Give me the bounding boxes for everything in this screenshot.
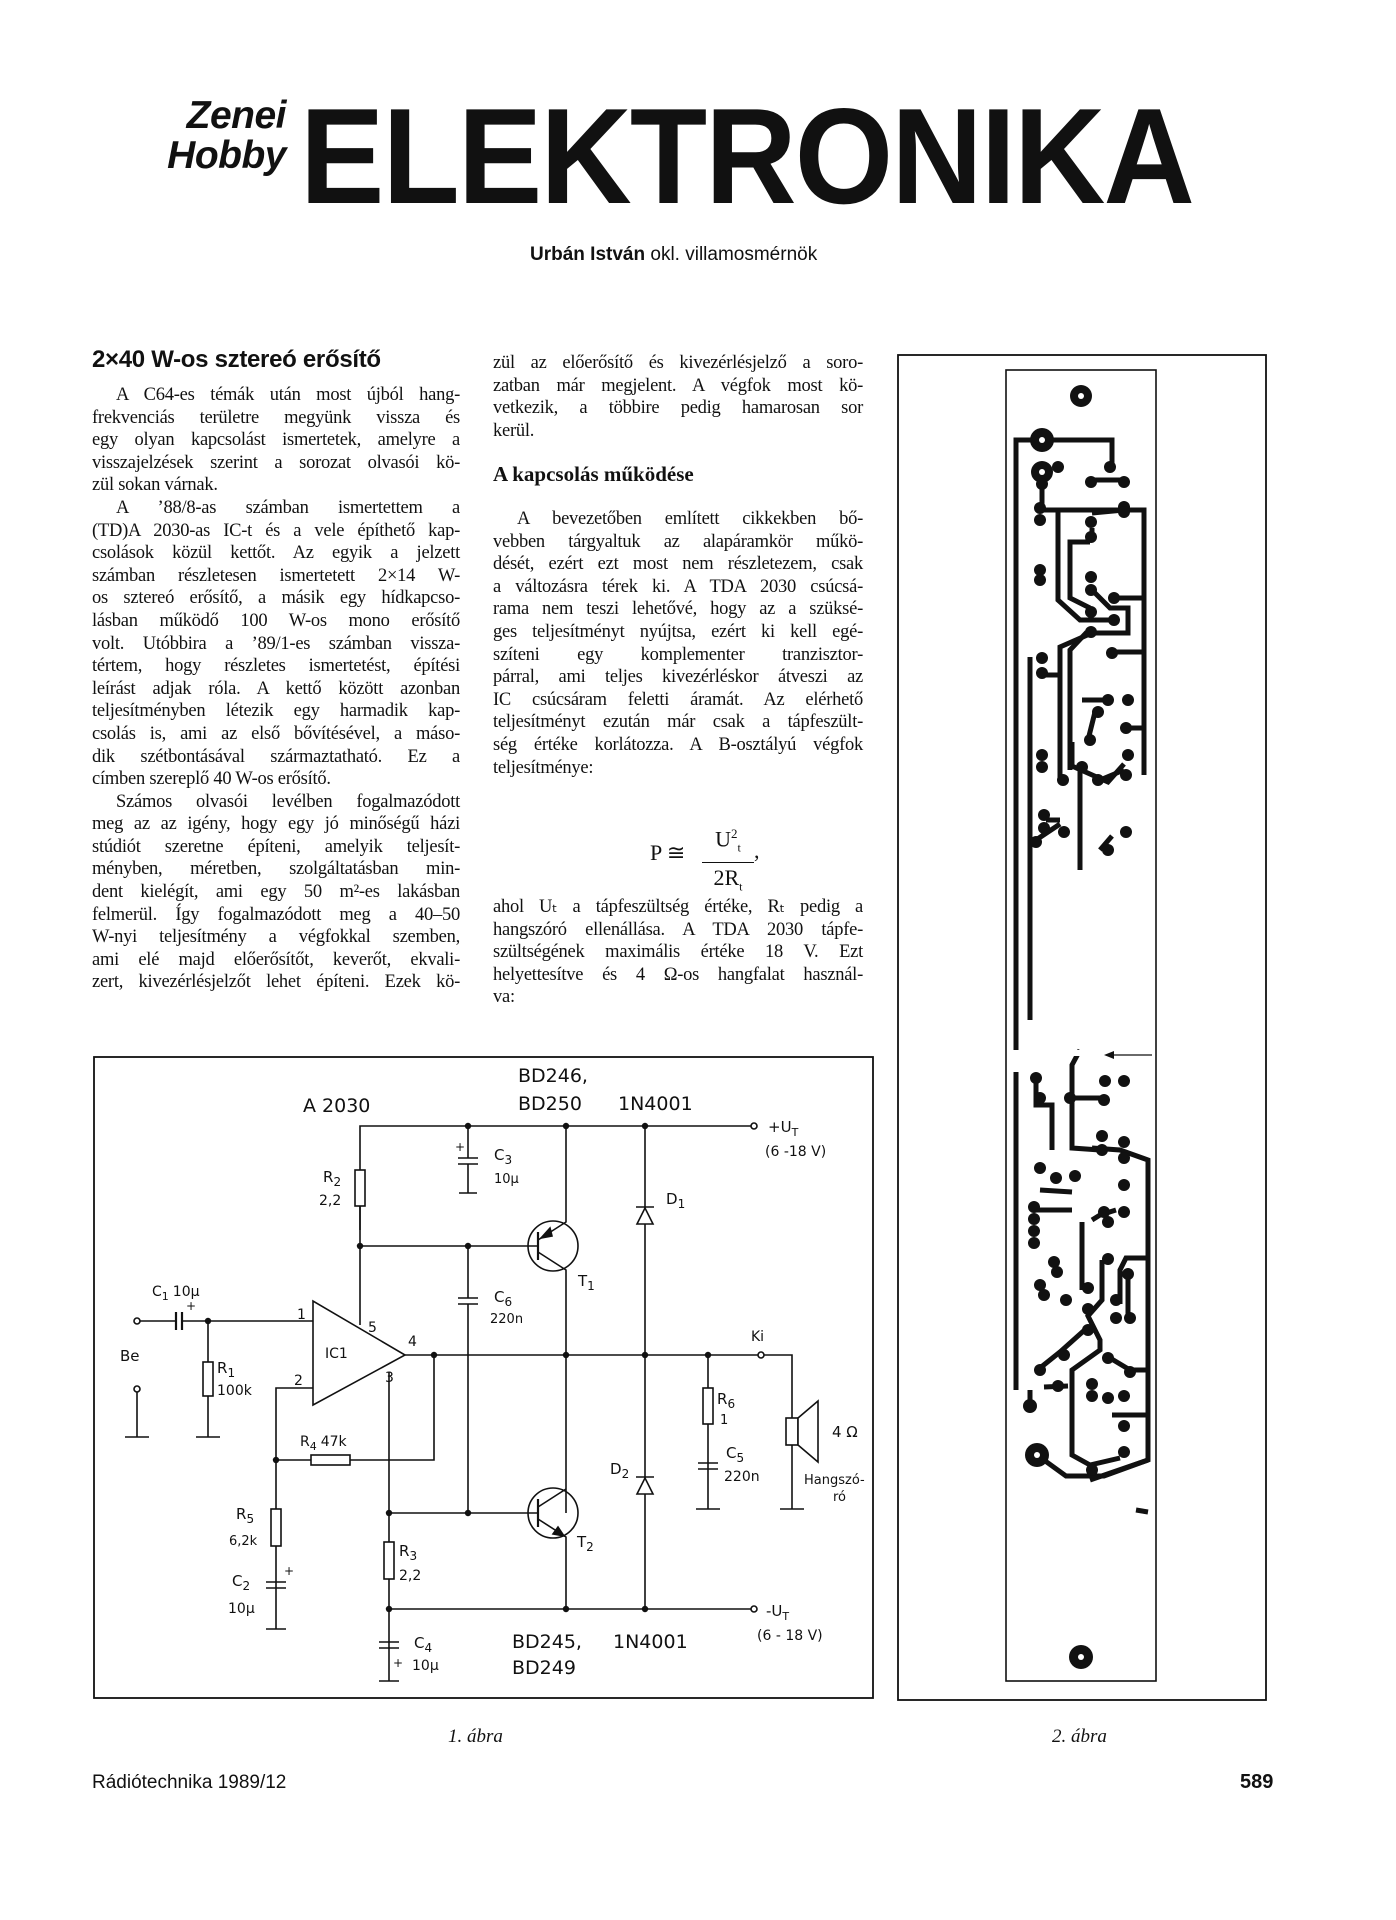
text-line: hangszóró ellenállása. A TDA 2030 tápfe- (493, 919, 863, 940)
label-c1-plus: + (186, 1299, 197, 1313)
num-sup: 2 (731, 826, 738, 841)
text-line: csolás is, ami az első bővítésével, a máso- (92, 723, 460, 744)
r3-resistor (384, 1542, 394, 1579)
speaker-icon (786, 1418, 798, 1445)
author-title: okl. villamosmérnök (650, 244, 818, 265)
label-c6-value: 220n (490, 1312, 524, 1327)
label-r6-value: 1 (720, 1413, 729, 1428)
text-line: W-nyi teljesítmény a végfokkal szemben, (92, 927, 460, 948)
pcb-board-outline (1006, 370, 1156, 1681)
label-r2: $R_2$ (323, 1168, 342, 1189)
r1-resistor (203, 1362, 213, 1396)
text-line: szíteni egy komplementer tranzisztor- (493, 644, 863, 665)
text-line: va: (493, 987, 515, 1008)
num-sub: t (737, 840, 741, 855)
text-line: helyettesítve és 4 Ω-os hangfalat használ- (493, 964, 863, 985)
input-ground-terminal (134, 1386, 140, 1392)
label-ic-type: A 2030 (303, 1095, 371, 1117)
text-line: számban részletesen ismertetett 2×14 W- (92, 565, 460, 586)
label-pin3: 3 (385, 1370, 394, 1386)
figure-1-caption: 1. ábra (448, 1726, 503, 1747)
text-line: (TD)A 2030-as IC-t és a vele építhető kap- (92, 520, 460, 541)
r6-resistor (703, 1388, 713, 1424)
pcb-traces (1016, 440, 1148, 1512)
label-c6: $C_6$ (494, 1288, 513, 1309)
text-line: Számos olvasói levélben fogalmazódott (116, 791, 460, 812)
series-line-1: Zenei (186, 94, 286, 137)
label-t2-type-1: BD245, (512, 1631, 582, 1653)
label-d1: $D_1$ (666, 1190, 686, 1211)
text-line: teljesítményt ezután már csak a tápfeszült- (493, 712, 863, 733)
text-line: ményben, méretben, szolgáltatásban min- (92, 859, 460, 880)
text-line: vebben tárgyaltuk az alapáramkör műkö- (493, 531, 863, 552)
text-line: a változásra térek ki. A TDA 2030 csúcsá- (493, 576, 863, 597)
label-c3-value: 10µ (494, 1172, 519, 1187)
den-sub: t (739, 879, 743, 894)
label-r5-value: 6,2k (229, 1534, 258, 1549)
text-line: IC csúcsáram feletti áramát. Az elérhető (493, 689, 863, 710)
input-terminal (134, 1318, 140, 1324)
label-speaker-impedance: 4 Ω (832, 1423, 858, 1441)
label-r3: $R_3$ (399, 1542, 418, 1563)
label-c2-value: 10µ (228, 1601, 255, 1617)
num-base: U (715, 826, 732, 852)
r2-resistor (355, 1170, 365, 1206)
label-c3-plus: + (455, 1140, 466, 1154)
text-line: felmerül. Így fogalmazódott meg a 40–50 (92, 904, 460, 925)
text-line: zül sokan várnak. (92, 475, 218, 496)
label-c4: $C_4$ (414, 1634, 433, 1655)
pos-supply-terminal (751, 1123, 757, 1129)
text-line: os sztereó erősítő, a másik egy hídkapcso- (92, 588, 460, 609)
text-line: szültségének maximális értéke 18 V. Ezt (493, 942, 863, 963)
text-line: A bevezetőben említett cikkekben bő- (517, 509, 863, 529)
r4-resistor (311, 1455, 350, 1465)
text-line: stúdiót szeretne építeni, amelyik teljesít- (92, 836, 460, 857)
text-line: zert, kivezérlésjelzőt lehet építeni. Ezek kö- (92, 972, 460, 993)
text-line: zatban már megjelent. A végfok most kö- (493, 375, 863, 396)
label-ic1: IC1 (325, 1346, 348, 1362)
text-line: vetkezik, a többire pedig hamarosan sor (493, 398, 863, 419)
journal-issue: Rádiótechnika 1989/12 (92, 1772, 287, 1793)
label-pos-supply: $+U_T$ (768, 1118, 799, 1139)
den-base: 2R (713, 864, 740, 890)
text-line: dését, ezért ezt most nem részletezem, csak (493, 554, 863, 575)
label-r1: $R_1$ (217, 1359, 236, 1380)
top-rail (360, 1126, 751, 1230)
label-neg-supply: $-U_T$ (766, 1602, 790, 1623)
label-pin4: 4 (408, 1334, 417, 1350)
label-r3-value: 2,2 (399, 1568, 422, 1584)
label-c5-value: 220n (724, 1469, 760, 1485)
label-output: Ki (751, 1329, 765, 1345)
label-d2: $D_2$ (610, 1460, 630, 1481)
text-line: ség értéke korlátozza. A B-osztályú végfok (493, 734, 863, 755)
label-r4: $R_4$ 47k (300, 1434, 347, 1453)
text-line: visszajelzések szerint a sorozat olvasói kö- (92, 452, 460, 473)
figure-2-caption: 2. ábra (1052, 1726, 1107, 1747)
label-c4-value: 10µ (412, 1658, 439, 1674)
text-line: kerül. (493, 420, 535, 441)
label-r2-value: 2,2 (319, 1193, 342, 1209)
label-pin5: 5 (368, 1320, 377, 1336)
formula-comma: , (754, 838, 760, 863)
text-line: ges teljesítményt nyújtsa, ezért ki kell egé- (493, 621, 863, 642)
subheading: A kapcsolás működése (493, 462, 694, 486)
formula-lhs: P ≅ (650, 840, 686, 865)
pcb-arrow-icon (1104, 1051, 1114, 1059)
text-line: csolások közül kettőt. Az egyik a jelzett (92, 543, 460, 564)
author-name: Urbán István (530, 244, 646, 265)
pcb-frame (898, 355, 1266, 1700)
page-number: 589 (1240, 1771, 1274, 1793)
d1-diode (637, 1208, 653, 1224)
text-line: volt. Utóbbira a ’89/1-es számban vissza- (92, 633, 460, 654)
label-t2-type-2: BD249 (512, 1657, 576, 1679)
label-pin2: 2 (294, 1373, 303, 1389)
text-line: frekvenciás területre megyünk vissza és (92, 407, 460, 428)
label-r6: $R_6$ (717, 1390, 736, 1411)
text-line: ami elé majd előerősítőt, keverőt, ekvali- (92, 949, 460, 970)
text-line: tértem, hogy részletes ismertetést, építési (92, 656, 460, 677)
label-speaker-2: ró (833, 1490, 847, 1505)
neg-supply-terminal (751, 1606, 757, 1612)
text-line: egy olyan kapcsolást ismertetek, amelyre a (92, 430, 460, 451)
article-heading: 2×40 W-os sztereó erősítő (92, 346, 381, 373)
schematic (94, 1057, 873, 1698)
label-pin1: 1 (297, 1307, 306, 1323)
text-line: zül az előerősítő és kivezérlésjelző a soro- (493, 353, 863, 373)
label-c3: $C_3$ (494, 1146, 513, 1167)
text-line: lásban működő 100 W-os mono erősítő (92, 610, 460, 631)
label-t1-type-2: BD250 (518, 1093, 582, 1115)
text-line: A ’88/8-as számban ismertettem a (116, 497, 460, 518)
section-title: ELEKTRONIKA (300, 80, 1194, 232)
label-c2-plus: + (284, 1564, 295, 1578)
label-d1-type: 1N4001 (618, 1093, 693, 1115)
series-line-2: Hobby (167, 134, 286, 177)
label-c5: $C_5$ (726, 1444, 745, 1465)
text-line: ahol Uₜ a tápfeszültség értéke, Rₜ pedig a (493, 897, 863, 917)
text-line: dent kielégít, ami egy 50 m²-es lakásban (92, 882, 460, 903)
label-pos-range: (6 -18 V) (765, 1144, 827, 1160)
text-line: teljesítményben létezik egy harmadik kap- (92, 701, 460, 722)
text-line: párral, ami teljes kivezérléskor átveszi az (493, 667, 863, 688)
label-d2-type: 1N4001 (613, 1631, 688, 1653)
text-line: A C64-es témák után most újból hang- (116, 385, 460, 405)
text-line: rama nem teszi lehetővé, hogy az a szüksé- (493, 599, 863, 620)
label-t1: $T_1$ (578, 1272, 595, 1293)
label-c4-plus: + (393, 1656, 404, 1670)
text-line: címben szereplő 40 W-os erősítő. (92, 769, 331, 790)
text-line: meg az az igény, hogy egy jó minőségű házi (92, 814, 460, 835)
label-input: Be (120, 1347, 140, 1365)
label-r5: $R_5$ (236, 1505, 255, 1526)
pcb-layout (898, 355, 1266, 1700)
label-t2: $T_2$ (577, 1533, 594, 1554)
r5-resistor (271, 1509, 281, 1546)
label-c2: $C_2$ (232, 1572, 251, 1593)
label-r1-value: 100k (217, 1383, 252, 1399)
output-terminal (758, 1352, 764, 1358)
d2-diode (637, 1478, 653, 1494)
label-neg-range: (6 - 18 V) (757, 1628, 823, 1644)
label-c1: $C_1$ 10µ (152, 1284, 200, 1303)
text-line: dik szétbontásával származtatható. Ez a (92, 746, 460, 767)
label-t1-type-1: BD246, (518, 1065, 588, 1087)
text-line: leírást adjak róla. A kettő között azonban (92, 678, 460, 699)
label-speaker-1: Hangszó- (804, 1473, 865, 1488)
text-line: teljesítménye: (493, 757, 594, 778)
